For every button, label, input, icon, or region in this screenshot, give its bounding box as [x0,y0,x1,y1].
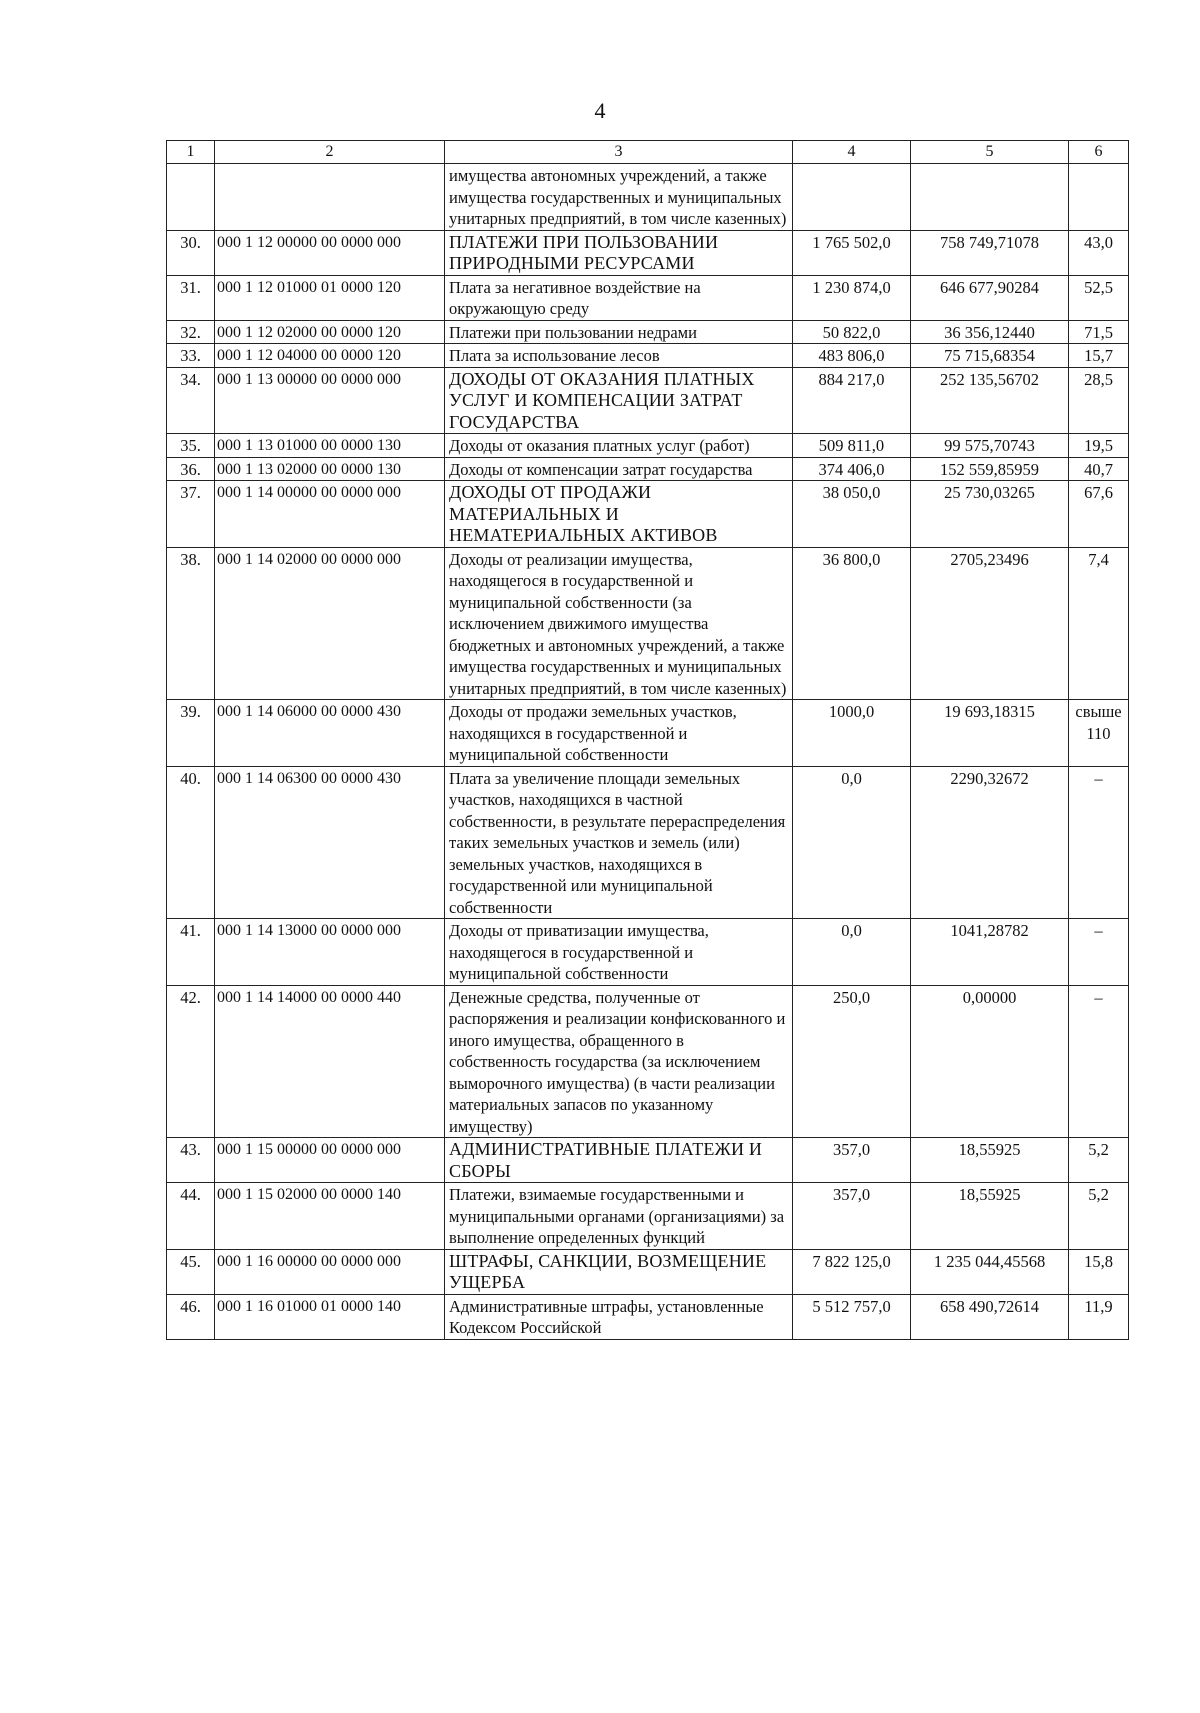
plan-amount: 483 806,0 [793,344,911,368]
budget-code: 000 1 14 06000 00 0000 430 [215,700,445,767]
row-number: 39. [167,700,215,767]
income-name: АДМИНИСТРАТИВНЫЕ ПЛАТЕЖИ И СБОРЫ [445,1138,793,1183]
actual-amount: 36 356,12440 [911,320,1069,344]
plan-amount: 0,0 [793,766,911,919]
table-row [167,481,1129,548]
actual-amount: 2290,32672 [911,766,1069,919]
budget-code: 000 1 14 02000 00 0000 000 [215,547,445,700]
row-number: 34. [167,367,215,434]
header-cell: 2 [215,141,445,164]
actual-amount: 99 575,70743 [911,434,1069,458]
execution-percent: – [1069,919,1129,986]
income-name: Плата за увеличение площади земельных участков, находящихся в частной собственности, в результате перераспределения таких земельных участков и земель (или) земельных участков, находящихся в государственной или муниципальной собственности [445,766,793,919]
row-number: 36. [167,457,215,481]
row-number: 43. [167,1138,215,1183]
table-row [167,985,1129,1138]
row-number: 30. [167,230,215,275]
budget-code: 000 1 15 00000 00 0000 000 [215,1138,445,1183]
budget-code: 000 1 13 02000 00 0000 130 [215,457,445,481]
income-name: Доходы от оказания платных услуг (работ) [445,434,793,458]
execution-percent [1069,164,1129,231]
actual-amount [911,164,1069,231]
actual-amount: 18,55925 [911,1183,1069,1250]
execution-percent: 40,7 [1069,457,1129,481]
income-name: ДОХОДЫ ОТ ПРОДАЖИ МАТЕРИАЛЬНЫХ И НЕМАТЕРИАЛЬНЫХ АКТИВОВ [445,481,793,548]
row-number: 37. [167,481,215,548]
plan-amount: 1 765 502,0 [793,230,911,275]
income-name: Доходы от приватизации имущества, находящегося в государственной и муниципальной собственности [445,919,793,986]
row-number: 41. [167,919,215,986]
actual-amount: 152 559,85959 [911,457,1069,481]
income-name: Административные штрафы, установленные Кодексом Российской [445,1294,793,1339]
table-row [167,164,1129,231]
row-number: 40. [167,766,215,919]
row-number: 31. [167,275,215,320]
execution-percent: – [1069,985,1129,1138]
table-row [167,1183,1129,1250]
income-name: ДОХОДЫ ОТ ОКАЗАНИЯ ПЛАТНЫХ УСЛУГ И КОМПЕНСАЦИИ ЗАТРАТ ГОСУДАРСТВА [445,367,793,434]
execution-percent: 5,2 [1069,1183,1129,1250]
header-cell: 4 [793,141,911,164]
table-row [167,344,1129,368]
execution-percent: 67,6 [1069,481,1129,548]
actual-amount: 1 235 044,45568 [911,1249,1069,1294]
plan-amount: 357,0 [793,1183,911,1250]
actual-amount: 658 490,72614 [911,1294,1069,1339]
actual-amount: 2705,23496 [911,547,1069,700]
plan-amount: 250,0 [793,985,911,1138]
execution-percent: свыше 110 [1069,700,1129,767]
budget-code: 000 1 16 00000 00 0000 000 [215,1249,445,1294]
budget-code: 000 1 14 00000 00 0000 000 [215,481,445,548]
income-name: Денежные средства, полученные от распоряжения и реализации конфискованного и иного имущества, обращенного в собственность государства (за исключением выморочного имущества) (в части реализации материальных запасов по указанному имуществу) [445,985,793,1138]
table-row [167,919,1129,986]
execution-percent: 5,2 [1069,1138,1129,1183]
row-number [167,164,215,231]
plan-amount: 374 406,0 [793,457,911,481]
budget-code: 000 1 15 02000 00 0000 140 [215,1183,445,1250]
header-cell: 6 [1069,141,1129,164]
table-row [167,766,1129,919]
budget-code: 000 1 12 00000 00 0000 000 [215,230,445,275]
budget-code: 000 1 13 00000 00 0000 000 [215,367,445,434]
budget-code: 000 1 14 14000 00 0000 440 [215,985,445,1138]
actual-amount: 18,55925 [911,1138,1069,1183]
plan-amount: 884 217,0 [793,367,911,434]
income-name: Платежи, взимаемые государственными и муниципальными органами (организациями) за выполнение определенных функций [445,1183,793,1250]
table-row [167,367,1129,434]
table-header-row [167,141,1129,164]
income-name: Доходы от продажи земельных участков, находящихся в государственной и муниципальной собственности [445,700,793,767]
row-number: 35. [167,434,215,458]
header-cell: 5 [911,141,1069,164]
plan-amount: 5 512 757,0 [793,1294,911,1339]
budget-code: 000 1 12 02000 00 0000 120 [215,320,445,344]
row-number: 45. [167,1249,215,1294]
table-row [167,547,1129,700]
income-name: Платежи при пользовании недрами [445,320,793,344]
execution-percent: 15,7 [1069,344,1129,368]
budget-code: 000 1 12 04000 00 0000 120 [215,344,445,368]
income-name: имущества автономных учреждений, а также имущества государственных и муниципальных унитарных предприятий, в том числе казенных) [445,164,793,231]
actual-amount: 646 677,90284 [911,275,1069,320]
row-number: 32. [167,320,215,344]
row-number: 44. [167,1183,215,1250]
actual-amount: 758 749,71078 [911,230,1069,275]
execution-percent: 71,5 [1069,320,1129,344]
execution-percent: 11,9 [1069,1294,1129,1339]
budget-code: 000 1 14 13000 00 0000 000 [215,919,445,986]
table-row [167,434,1129,458]
table-row [167,1138,1129,1183]
table-row [167,700,1129,767]
plan-amount: 1 230 874,0 [793,275,911,320]
actual-amount: 25 730,03265 [911,481,1069,548]
plan-amount [793,164,911,231]
budget-table [166,140,1129,1340]
income-name: ПЛАТЕЖИ ПРИ ПОЛЬЗОВАНИИ ПРИРОДНЫМИ РЕСУРСАМИ [445,230,793,275]
table-row [167,1249,1129,1294]
plan-amount: 7 822 125,0 [793,1249,911,1294]
execution-percent: 28,5 [1069,367,1129,434]
table-row [167,320,1129,344]
row-number: 46. [167,1294,215,1339]
execution-percent: 52,5 [1069,275,1129,320]
execution-percent: 7,4 [1069,547,1129,700]
header-cell: 1 [167,141,215,164]
execution-percent: 19,5 [1069,434,1129,458]
plan-amount: 38 050,0 [793,481,911,548]
execution-percent: 15,8 [1069,1249,1129,1294]
plan-amount: 1000,0 [793,700,911,767]
actual-amount: 252 135,56702 [911,367,1069,434]
income-name: Плата за негативное воздействие на окружающую среду [445,275,793,320]
actual-amount: 75 715,68354 [911,344,1069,368]
income-name: Доходы от компенсации затрат государства [445,457,793,481]
budget-code: 000 1 12 01000 01 0000 120 [215,275,445,320]
table-row [167,230,1129,275]
actual-amount: 19 693,18315 [911,700,1069,767]
row-number: 42. [167,985,215,1138]
row-number: 33. [167,344,215,368]
table-row [167,275,1129,320]
plan-amount: 509 811,0 [793,434,911,458]
budget-code: 000 1 13 01000 00 0000 130 [215,434,445,458]
actual-amount: 0,00000 [911,985,1069,1138]
page-number: 4 [594,98,606,123]
table-row [167,457,1129,481]
row-number: 38. [167,547,215,700]
income-name: Доходы от реализации имущества, находящегося в государственной и муниципальной собственности (за исключением движимого имущества бюджетных и автономных учреждений, а также имущества государственных и муниципальных унитарных предприятий, в том числе казенных) [445,547,793,700]
income-name: ШТРАФЫ, САНКЦИИ, ВОЗМЕЩЕНИЕ УЩЕРБА [445,1249,793,1294]
plan-amount: 357,0 [793,1138,911,1183]
budget-code: 000 1 16 01000 01 0000 140 [215,1294,445,1339]
income-name: Плата за использование лесов [445,344,793,368]
header-cell: 3 [445,141,793,164]
plan-amount: 0,0 [793,919,911,986]
execution-percent: – [1069,766,1129,919]
plan-amount: 36 800,0 [793,547,911,700]
budget-code [215,164,445,231]
actual-amount: 1041,28782 [911,919,1069,986]
execution-percent: 43,0 [1069,230,1129,275]
budget-code: 000 1 14 06300 00 0000 430 [215,766,445,919]
table-row [167,1294,1129,1339]
plan-amount: 50 822,0 [793,320,911,344]
